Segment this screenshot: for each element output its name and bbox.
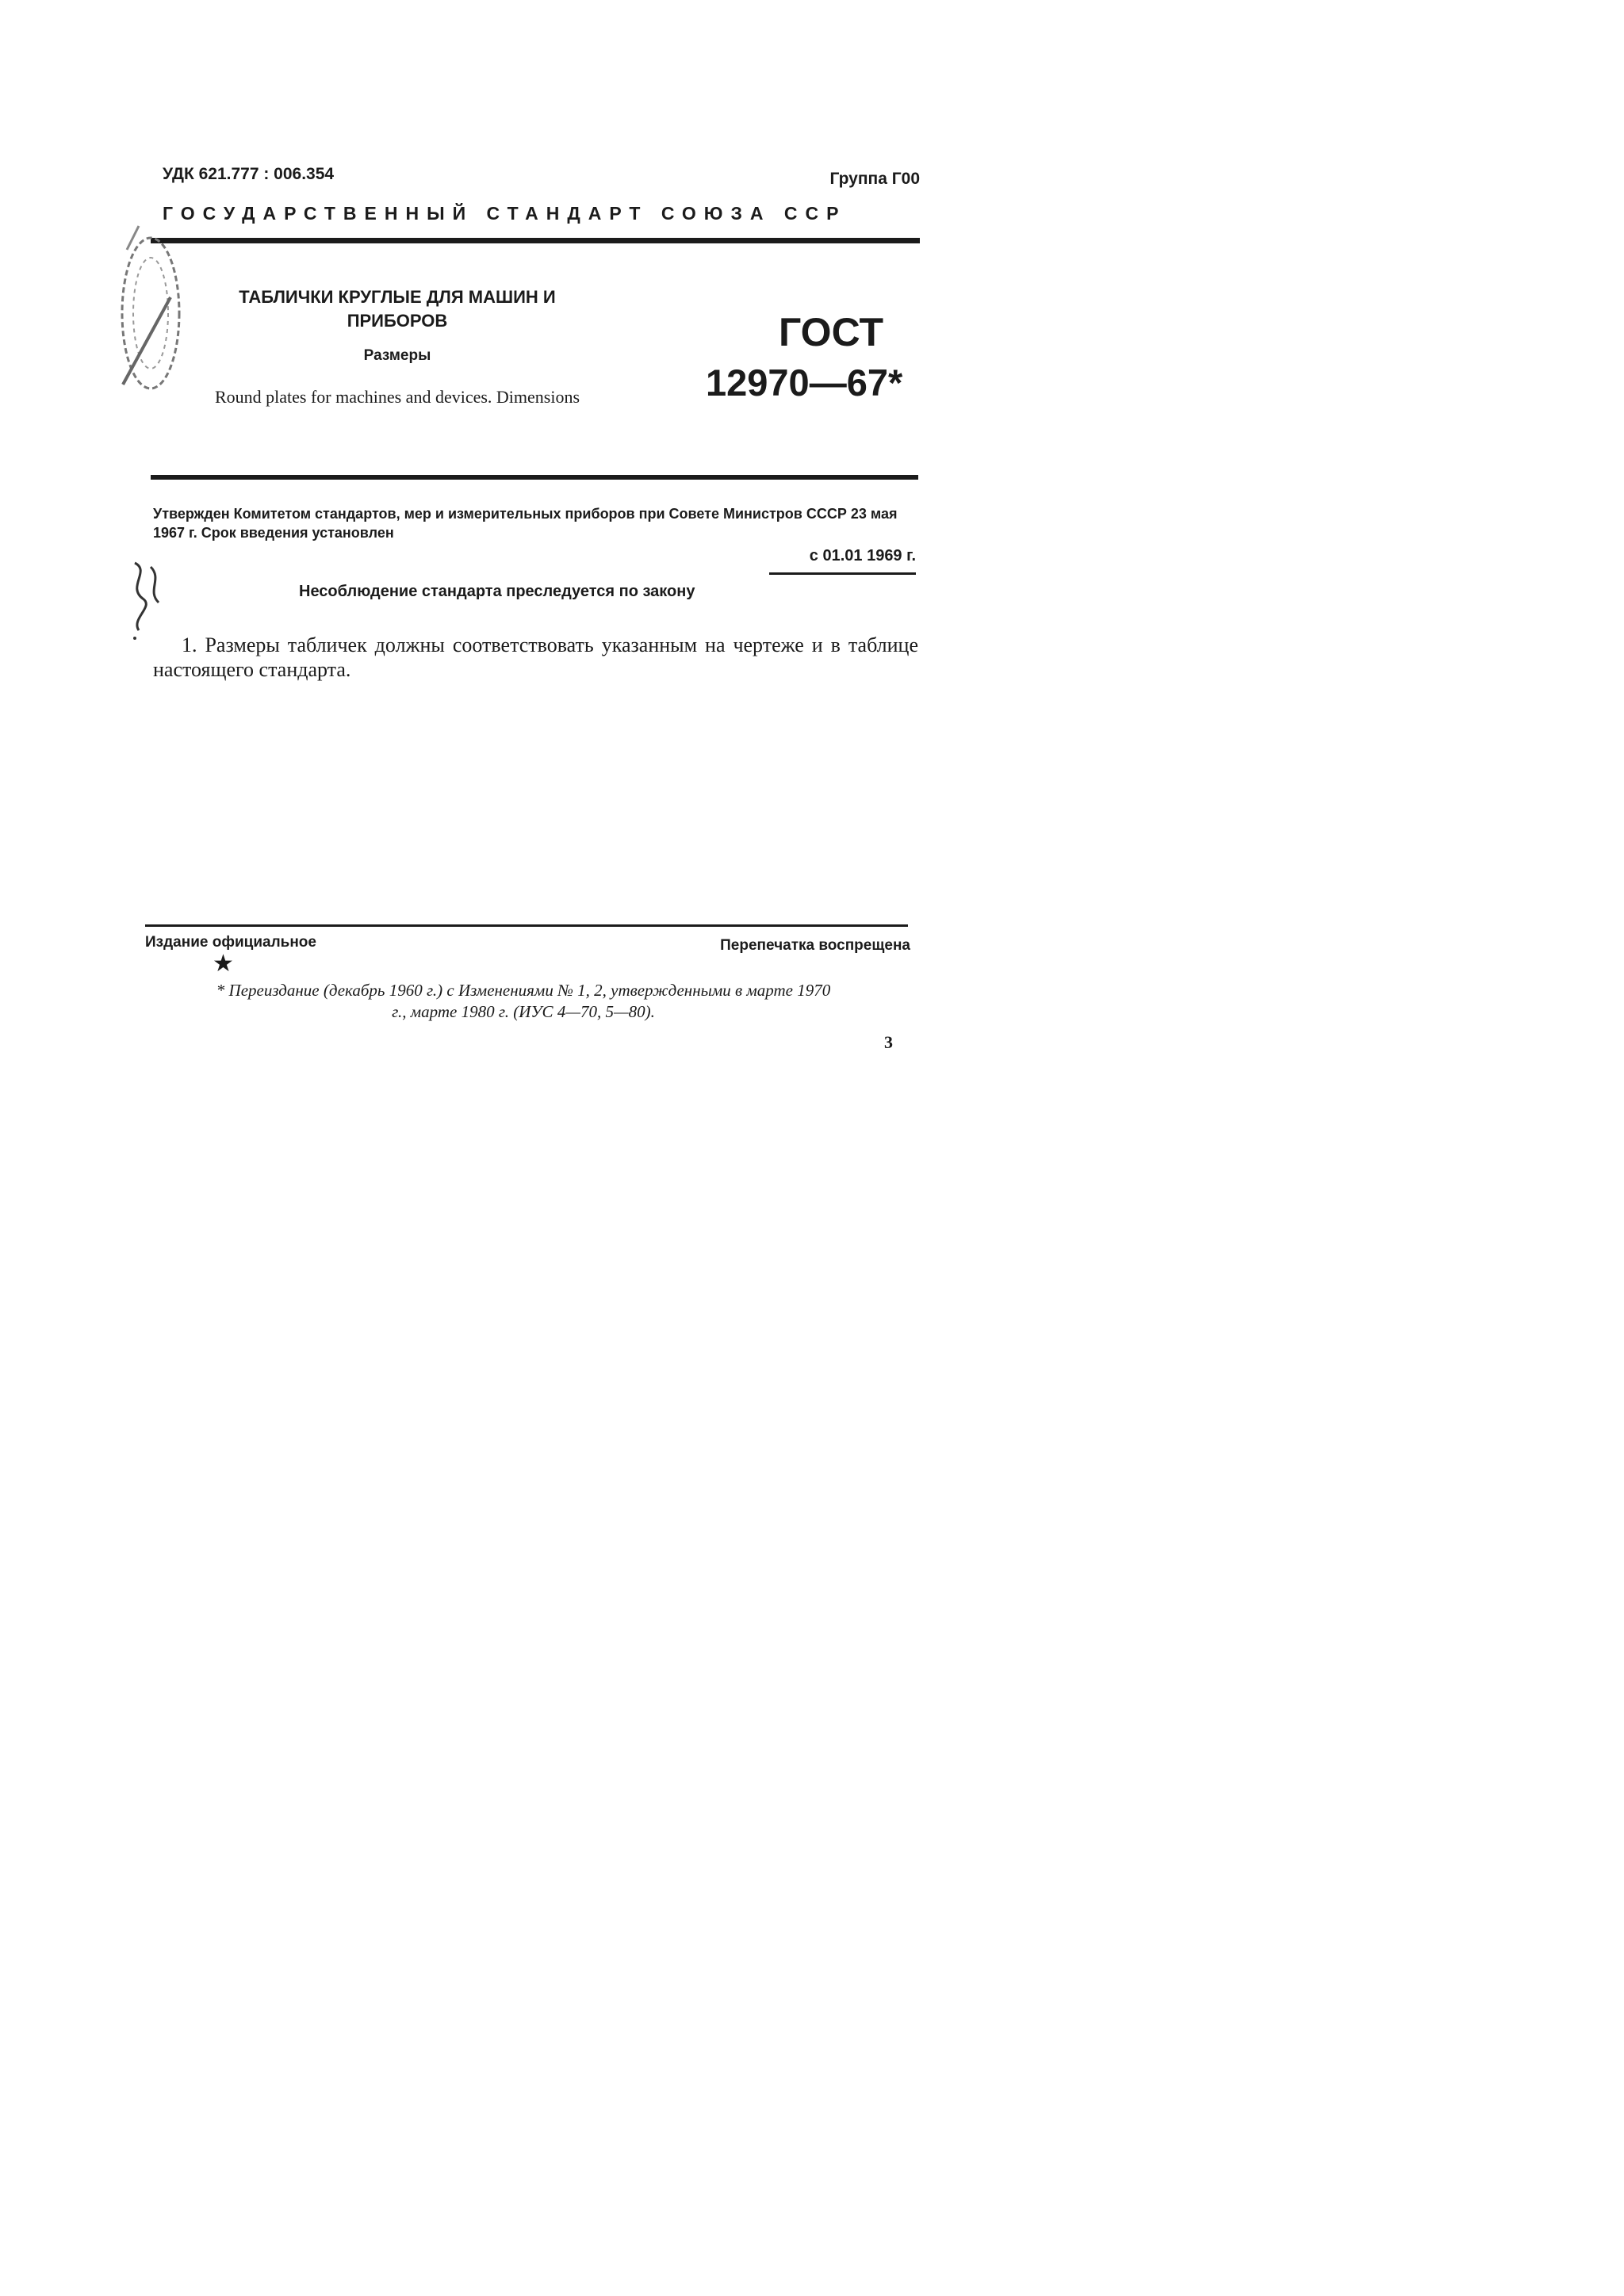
document-title: ТАБЛИЧКИ КРУГЛЫЕ ДЛЯ МАШИН И ПРИБОРОВ (239, 287, 556, 331)
paragraph-text: 1. Размеры табличек должны соответствовать указанным на чертеже и в таблице настоящего стандарта. (153, 633, 918, 681)
title-rule (151, 475, 918, 480)
handwritten-mark (119, 555, 174, 642)
english-title: Round plates for machines and devices. Dimensions (214, 387, 580, 407)
body-paragraph (153, 633, 918, 682)
stamp-mark (95, 202, 198, 424)
page-number: 3 (884, 1032, 893, 1052)
footer-rule (145, 924, 908, 927)
header-rule (151, 238, 920, 243)
group-code: Группа Г00 (829, 170, 920, 188)
official-edition-label: Издание официальное (145, 934, 316, 951)
approval-text: Утвержден Комитетом стандартов, мер и измерительных приборов при Совете Министров СССР 23 мая 1967 г. Срок введения установлен (153, 506, 898, 541)
udk-code: УДК 621.777 : 006.354 (163, 165, 335, 183)
footnote: * Переиздание (декабрь 1960 г.) с Изменениями № 1, 2, утвержденными в марте 1970 г., марте 1980 г. (ИУС 4—70, 5—80). (216, 981, 831, 1021)
gost-label: ГОСТ (779, 310, 883, 354)
date-underline (769, 572, 916, 575)
document-subtitle: Размеры (363, 347, 431, 364)
gost-number: 12970—67* (706, 362, 903, 404)
legal-notice: Несоблюдение стандарта преследуется по закону (299, 583, 695, 600)
star-icon: ★ (213, 951, 234, 977)
standard-banner: ГОСУДАРСТВЕННЫЙ СТАНДАРТ СОЮЗА ССР (163, 203, 847, 224)
reprint-notice: Перепечатка воспрещена (720, 937, 910, 954)
effective-date: с 01.01 1969 г. (809, 547, 916, 564)
